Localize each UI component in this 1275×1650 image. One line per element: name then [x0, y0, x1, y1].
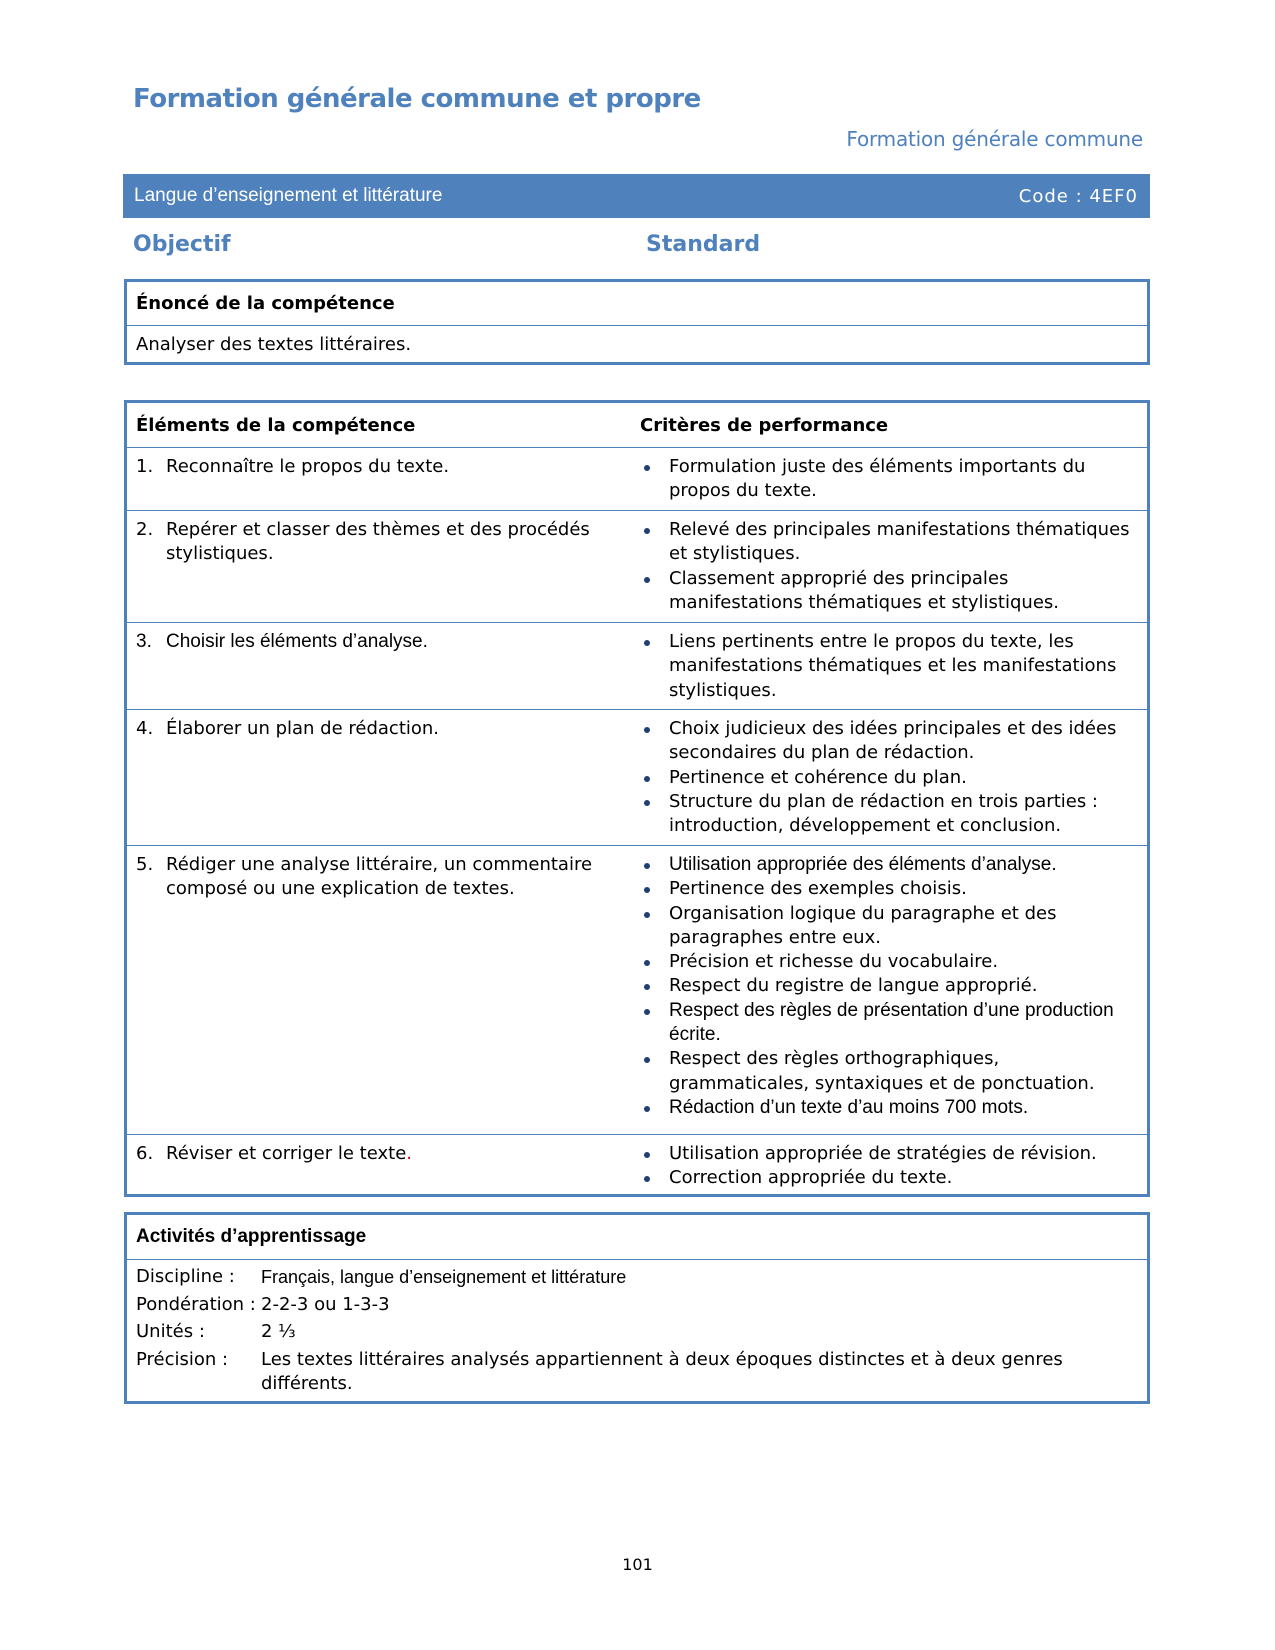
bullet-icon [639, 630, 669, 703]
element-number: 5. [136, 854, 154, 875]
field-discipline [136, 1263, 1138, 1291]
bullet-icon [639, 999, 669, 1048]
course-name: Langue d’enseignement et littérature [134, 185, 443, 206]
list-item: Formulation juste des éléments importants du propos du texte. [639, 455, 1139, 504]
list-item: Correction appropriée du texte. [639, 1166, 1139, 1190]
bullet-icon [639, 790, 669, 839]
element-text: Élaborer un plan de rédaction. [166, 718, 440, 739]
list-item: Choix judicieux des idées principales et des idées secondaires du plan de rédaction. [639, 717, 1139, 766]
field-precision [136, 1346, 1138, 1396]
list-item: Structure du plan de rédaction en trois parties : introduction, développement et conclusion. [639, 790, 1139, 839]
table-row [127, 448, 1147, 511]
element-text: Rédiger une analyse littéraire, un commentaire composé ou une explication de textes. [166, 854, 593, 900]
element-number: 6. [136, 1143, 154, 1164]
element-text: Reconnaître le propos du texte. [166, 456, 450, 477]
enonce-text: Analyser des textes littéraires. [136, 333, 412, 355]
list-item: Respect du registre de langue approprié. [639, 974, 1139, 998]
criteria-list [639, 846, 1139, 1120]
bullet-icon [639, 877, 669, 901]
bullet-icon [639, 1166, 669, 1190]
table-row [127, 710, 1147, 846]
bullet-icon [639, 567, 669, 616]
list-item: Rédaction d’un texte d’au moins 700 mots. [639, 1096, 1139, 1120]
list-item: Liens pertinents entre le propos du texte, les manifestations thématiques et les manifestations stylistiques. [639, 630, 1139, 703]
list-item: Pertinence des exemples choisis. [639, 877, 1139, 901]
bullet-icon [639, 902, 669, 951]
list-item: Respect des règles orthographiques, grammaticales, syntaxiques et de ponctuation. [639, 1047, 1139, 1096]
field-unites [136, 1318, 1138, 1346]
page-title: Formation générale commune et propre [133, 84, 701, 114]
header-elements: Éléments de la compétence [136, 414, 416, 436]
field-value: 2-2-3 ou 1-3-3 [261, 1293, 390, 1315]
element-text: Choisir les éléments d’analyse. [166, 631, 428, 652]
list-item: Organisation logique du paragraphe et des paragraphes entre eux. [639, 902, 1139, 951]
bullet-icon [639, 1047, 669, 1096]
criteria-list [639, 710, 1139, 838]
activites-box [124, 1212, 1150, 1404]
red-period: . [406, 1143, 413, 1164]
standard-heading: Standard [646, 232, 761, 257]
table-row [127, 846, 1147, 1135]
element-text: Réviser et corriger le texte. [166, 1143, 413, 1164]
table-row [127, 623, 1147, 710]
bullet-icon [639, 950, 669, 974]
field-value: 2 ⅓ [261, 1321, 296, 1342]
course-code: Code : 4EF0 [1018, 185, 1138, 207]
field-label: Discipline : [136, 1266, 235, 1287]
activites-header: Activités d’apprentissage [127, 1215, 1147, 1260]
element-number: 2. [136, 519, 154, 540]
field-value: Les textes littéraires analysés appartiennent à deux époques distinctes et à deux genres différents. [261, 1348, 1063, 1394]
element-text: Repérer et classer des thèmes et des procédés stylistiques. [166, 519, 590, 565]
page-subtitle: Formation générale commune [846, 127, 1143, 151]
bullet-icon [639, 1142, 669, 1166]
element-number: 4. [136, 718, 154, 739]
enonce-box [124, 279, 1150, 365]
bullet-icon [639, 974, 669, 998]
bullet-icon [639, 455, 669, 504]
bullet-icon [639, 766, 669, 790]
criteria-list [639, 448, 1139, 504]
list-item: Utilisation appropriée de stratégies de révision. [639, 1142, 1139, 1166]
bullet-icon [639, 1096, 669, 1120]
list-item: Précision et richesse du vocabulaire. [639, 950, 1139, 974]
criteria-list [639, 623, 1139, 703]
list-item: Respect des règles de présentation d’une production écrite. [639, 999, 1139, 1048]
bullet-icon [639, 717, 669, 766]
field-ponderation [136, 1291, 1138, 1319]
header-criteres: Critères de performance [640, 414, 889, 436]
table-row [127, 511, 1147, 623]
field-label: Pondération : [136, 1293, 256, 1315]
list-item: Pertinence et cohérence du plan. [639, 766, 1139, 790]
competence-table [124, 400, 1150, 1197]
list-item: Relevé des principales manifestations thématiques et stylistiques. [639, 518, 1139, 567]
table-row [127, 1135, 1147, 1197]
course-bar [123, 174, 1150, 218]
criteria-list [639, 1135, 1139, 1191]
enonce-header: Énoncé de la compétence [127, 282, 1147, 326]
field-label: Précision : [136, 1348, 229, 1370]
element-number: 1. [136, 456, 154, 477]
bullet-icon [639, 518, 669, 567]
field-value: Français, langue d’enseignement et littérature [261, 1267, 627, 1287]
list-item: Utilisation appropriée des éléments d’analyse. [639, 853, 1139, 877]
table-header-row [127, 403, 1147, 448]
criteria-list [639, 511, 1139, 615]
field-label: Unités : [136, 1321, 205, 1342]
list-item: Classement approprié des principales manifestations thématiques et stylistiques. [639, 567, 1139, 616]
element-number: 3. [136, 631, 152, 652]
page-number: 101 [622, 1555, 653, 1574]
bullet-icon [639, 853, 669, 877]
objectif-heading: Objectif [133, 232, 231, 257]
